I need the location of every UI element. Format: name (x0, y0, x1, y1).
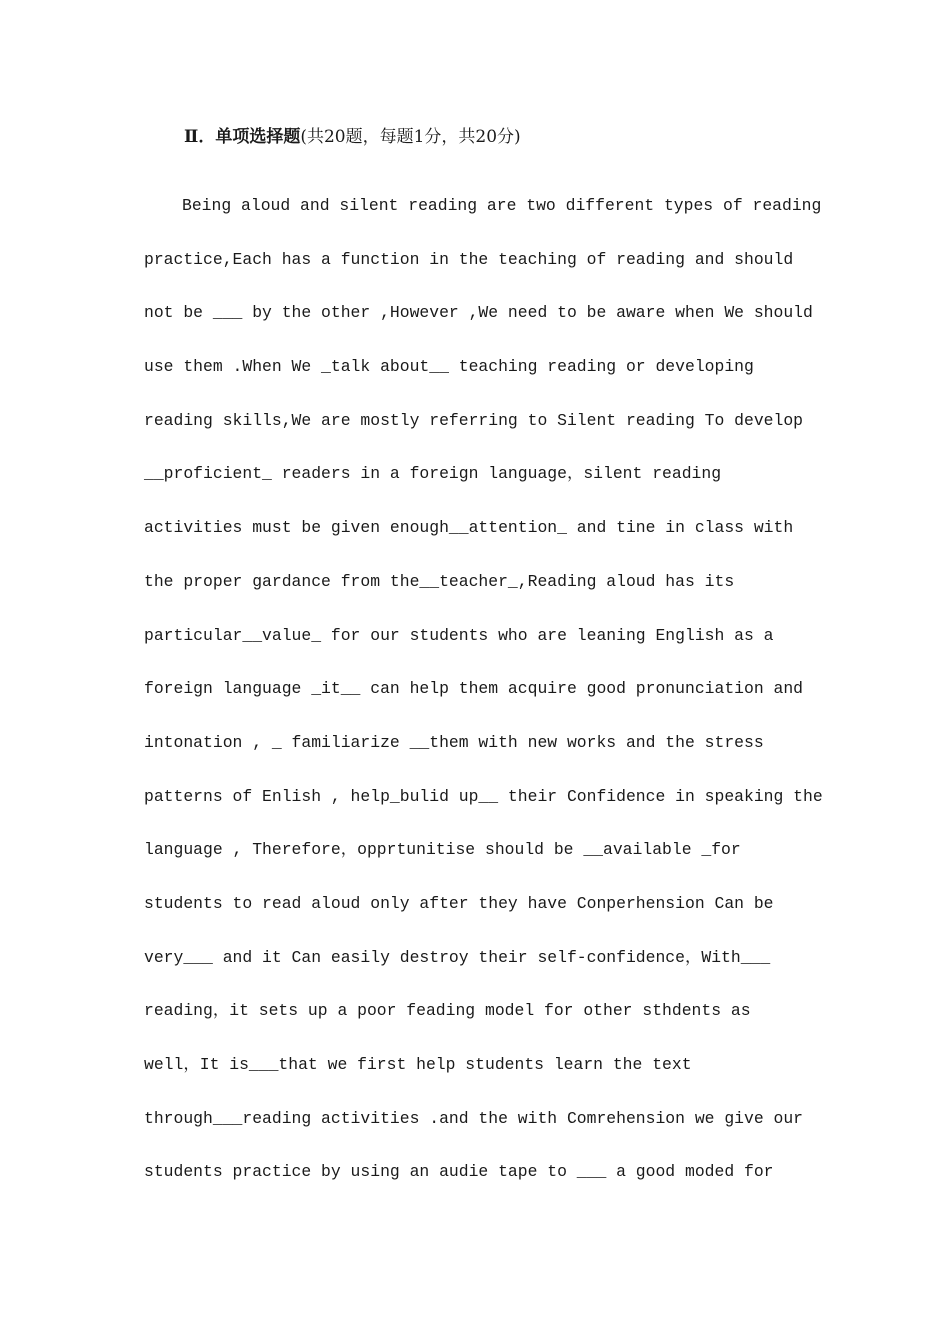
passage-line: __proficient_ readers in a foreign language，silent reading (144, 464, 722, 484)
passage-line: intonation , _ familiarize __them with new works and the stress (144, 732, 764, 752)
section-title: 单项选择题 (215, 127, 301, 147)
passage-line: particular__value_ for our students who are leaning English as a (144, 625, 774, 645)
section-note: (共20题，每题1分，共20分) (300, 127, 521, 147)
passage-line: patterns of Enlish , help_bulid up__ their Confidence in speaking the (144, 786, 823, 806)
passage-line: the proper gardance from the__teacher_,Reading aloud has its (144, 571, 735, 591)
passage-line: reading skills,We are mostly referring to Silent reading To develop (144, 410, 804, 430)
passage-line: practice,Each has a function in the teaching of reading and should (144, 249, 794, 269)
passage-line: students to read aloud only after they have Conperhension Can be (144, 893, 774, 913)
passage-line: well，It is___that we first help students learn the text (144, 1055, 692, 1074)
passage-line: reading，it sets up a poor feading model for other sthdents as (144, 1001, 751, 1021)
passage-line: students practice by using an audie tape to ___ a good moded for (144, 1162, 774, 1182)
section-heading (184, 124, 521, 150)
passage-line: Being aloud and silent reading are two different types of reading (182, 196, 822, 215)
passage-line: foreign language _it__ can help them acquire good pronunciation and (144, 679, 804, 699)
passage-line: not be ___ by the other ,However ,We need to be aware when We should (144, 303, 813, 323)
passage-line: activities must be given enough__attention_ and tine in class with (144, 518, 794, 538)
passage-line: through___reading activities .and the with Comrehension we give our (144, 1108, 804, 1128)
passage-line: very___ and it Can easily destroy their self-confidence，With___ (144, 947, 771, 967)
section-number: Ⅱ． (184, 127, 216, 147)
passage-line: use them .When We _talk about__ teaching reading or developing (144, 357, 754, 377)
passage-line: language , Therefore，opprtunitise should be __available _for (144, 840, 741, 860)
passage (144, 193, 824, 1213)
